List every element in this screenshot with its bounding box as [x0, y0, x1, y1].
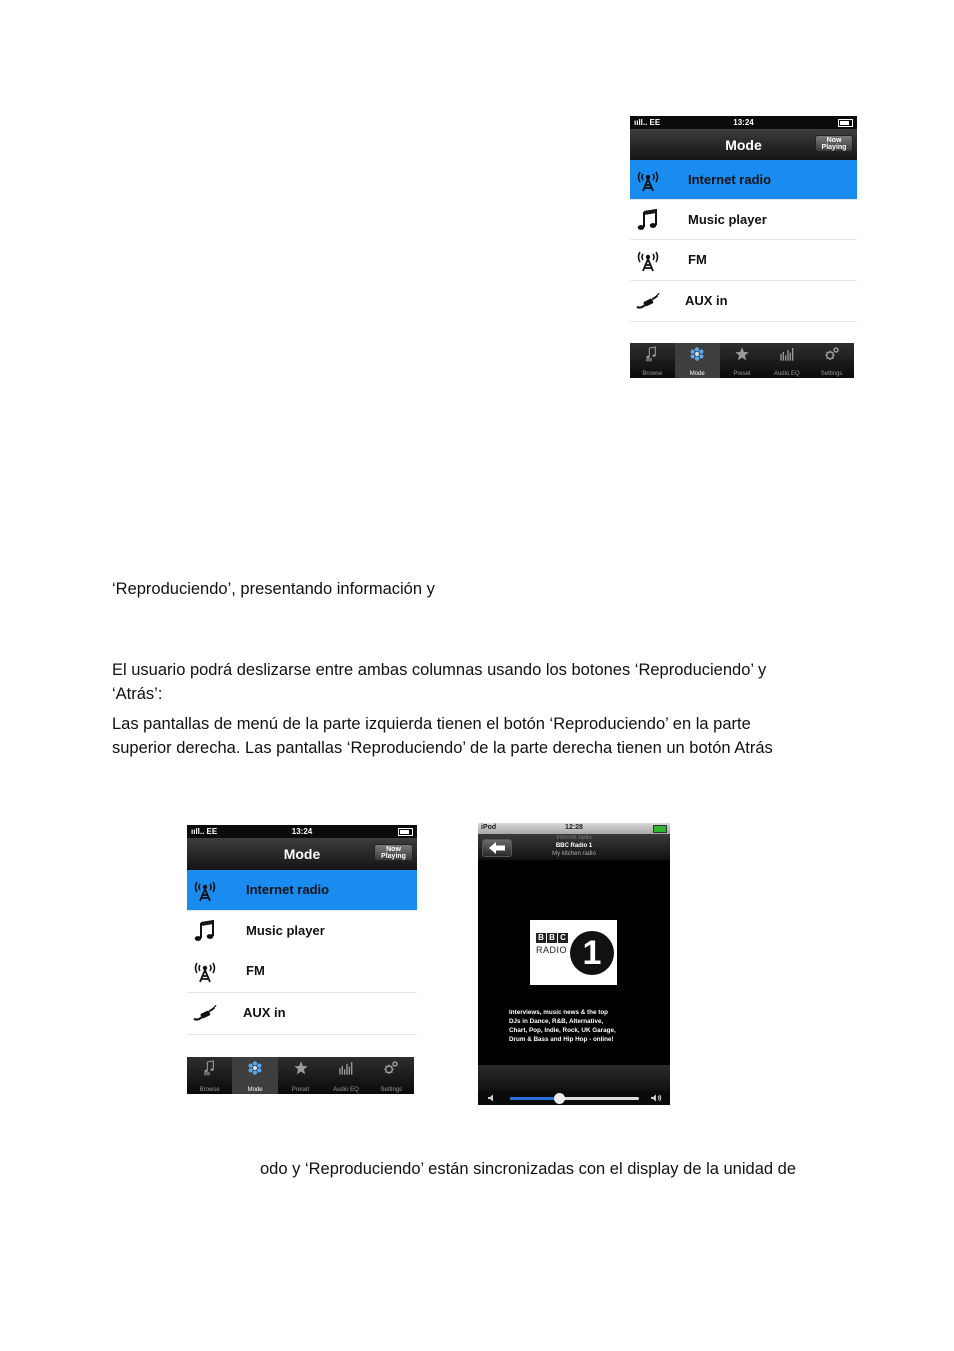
mode-item-label: AUX in: [685, 293, 728, 308]
header-station: BBC Radio 1: [555, 843, 593, 849]
status-bar: [478, 823, 670, 834]
battery-icon: [838, 119, 853, 127]
mode-snowflake-icon: [247, 1060, 263, 1076]
nav-bar: [187, 838, 417, 870]
tab-preset[interactable]: [720, 343, 765, 378]
volume-knob[interactable]: [554, 1093, 565, 1104]
mode-item-label: Music player: [688, 212, 767, 227]
now-playing-header: [478, 834, 670, 860]
tab-mode[interactable]: [675, 343, 720, 378]
browse-music-icon: [644, 346, 660, 362]
bbc-letter: C: [558, 933, 568, 943]
now-playing-button[interactable]: Now Playing: [815, 135, 853, 152]
equalizer-icon: [338, 1060, 354, 1076]
mode-item-label: Internet radio: [688, 172, 772, 187]
radio-tower-icon: [636, 168, 660, 192]
clock: 13:24: [291, 827, 313, 836]
bbc-letters: [536, 933, 568, 943]
radio-tower-icon: [193, 878, 217, 902]
mode-item-internet-radio[interactable]: [187, 870, 417, 911]
mode-snowflake-icon: [689, 346, 705, 362]
paragraph-sync: odo y ‘Reproduciendo’ están sincronizadas con el display de la unidad de: [260, 1160, 796, 1178]
radio-tower-icon: [636, 248, 660, 272]
mode-screenshot-bottom: [187, 825, 417, 1094]
tab-label: Mode: [689, 371, 705, 377]
now-playing-screenshot: [478, 823, 670, 1105]
star-icon: [293, 1060, 309, 1076]
music-note-icon: [193, 919, 217, 943]
music-note-icon: [636, 208, 660, 232]
tab-label: Browse: [642, 371, 663, 377]
mode-item-aux-in[interactable]: [630, 281, 857, 322]
tab-label: Preset: [291, 1087, 310, 1093]
playback-controls: [478, 1065, 670, 1105]
paragraph-menus-line2: superior derecha. Las pantallas ‘Reproduciendo’ de la parte derecha tienen un botón Atrás: [112, 739, 773, 757]
mode-item-label: Internet radio: [246, 882, 330, 897]
tab-browse[interactable]: [187, 1057, 232, 1094]
browse-music-icon: [202, 1060, 218, 1076]
gear-icon: [824, 346, 840, 362]
mode-item-label: FM: [688, 252, 707, 267]
volume-fill: [510, 1097, 559, 1100]
clock: 13:24: [733, 118, 754, 127]
paragraph-menus-line1: Las pantallas de menú de la parte izquierda tienen el botón ‘Reproduciendo’ en la parte: [112, 715, 751, 733]
mode-item-music-player[interactable]: [630, 200, 857, 240]
mode-item-music-player[interactable]: [187, 911, 417, 952]
mode-item-label: Music player: [246, 923, 325, 938]
tab-preset[interactable]: [278, 1057, 323, 1094]
mode-item-label: FM: [246, 963, 265, 978]
gear-icon: [383, 1060, 399, 1076]
now-playing-button[interactable]: Now Playing: [374, 844, 413, 861]
radio-number: 1: [570, 931, 614, 975]
tab-bar: [630, 343, 854, 378]
paragraph-now-playing-info: ‘Reproduciendo’, presentando información y: [112, 580, 435, 598]
aux-cable-icon: [636, 289, 660, 313]
battery-icon: [398, 828, 413, 836]
battery-icon: [653, 825, 667, 833]
page-title: Mode: [725, 137, 762, 153]
tab-label: Preset: [733, 371, 751, 377]
star-icon: [734, 346, 750, 362]
tab-label: Audio EQ: [333, 1087, 359, 1093]
tab-label: Audio EQ: [773, 371, 800, 377]
bbc-letter: B: [547, 933, 557, 943]
volume-low-icon: [488, 1094, 496, 1102]
tab-audio-eq[interactable]: [764, 343, 809, 378]
mode-item-fm[interactable]: [630, 240, 857, 281]
tab-mode[interactable]: [232, 1057, 277, 1094]
tab-settings[interactable]: [369, 1057, 414, 1094]
tab-label: Settings: [380, 1087, 403, 1093]
equalizer-icon: [779, 346, 795, 362]
page-title: Mode: [283, 846, 321, 862]
tab-label: Settings: [820, 371, 843, 377]
mode-screenshot-top: [630, 116, 857, 378]
bbc-letter: B: [536, 933, 546, 943]
device-label: iPod: [481, 824, 497, 831]
mode-item-label: AUX in: [243, 1005, 286, 1020]
radio-word: RADIO: [536, 945, 568, 955]
status-bar: [630, 116, 857, 129]
aux-cable-icon: [193, 1001, 217, 1025]
status-bar: [187, 825, 417, 838]
paragraph-swipe-line2: ‘Atrás’:: [112, 685, 163, 703]
mode-item-fm[interactable]: [187, 951, 417, 993]
mode-item-internet-radio[interactable]: [630, 160, 857, 200]
carrier-label: ııll.. EE: [191, 827, 218, 836]
header-source: Internet radio: [556, 835, 592, 841]
tab-bar: [187, 1057, 414, 1094]
paragraph-swipe-line1: El usuario podrá deslizarse entre ambas columnas usando los botones ‘Reproduciendo’ y: [112, 661, 767, 679]
tab-browse[interactable]: [630, 343, 675, 378]
tab-settings[interactable]: [809, 343, 854, 378]
header-device-name: My kitchen radio: [552, 851, 596, 857]
station-description: Interviews, music news & the top DJs in Dance, R&B, Alternative, Chart, Pop, Indie, Rock, UK Garage, Drum & Bass and Hip Hop - online!: [509, 1009, 616, 1043]
clock: 12:28: [565, 824, 583, 831]
carrier-label: ııll.. EE: [634, 118, 661, 127]
volume-bar: [478, 1091, 670, 1105]
tab-label: Browse: [199, 1087, 220, 1093]
mode-item-aux-in[interactable]: [187, 993, 417, 1035]
volume-high-icon: [651, 1094, 662, 1102]
station-logo: [530, 920, 617, 985]
radio-tower-icon: [193, 959, 217, 983]
tab-audio-eq[interactable]: [323, 1057, 368, 1094]
volume-slider[interactable]: [510, 1097, 639, 1100]
nav-bar: [630, 129, 857, 160]
tab-label: Mode: [247, 1087, 263, 1093]
